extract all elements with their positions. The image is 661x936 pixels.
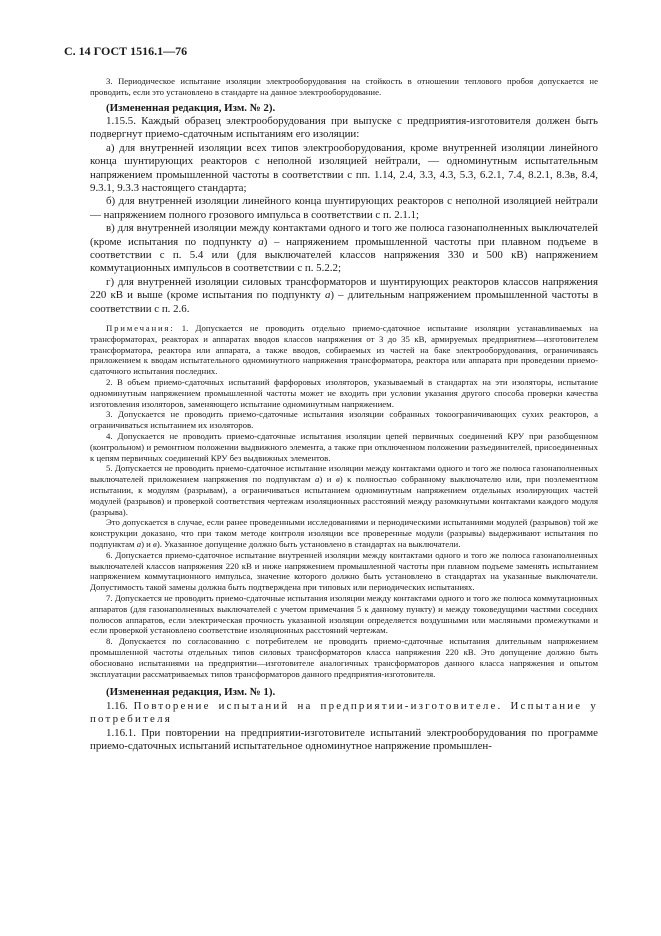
note-5-text-2: ) и: [319, 474, 336, 485]
item-g-italic: а: [324, 289, 331, 302]
note-5-italic-a: а: [315, 474, 320, 485]
note-5-continuation: [90, 517, 598, 549]
item-v: [90, 222, 598, 276]
item-b: б) для внутренней изоляции линейного конца шунтирующих реакторов с неполной изоляцией нейтрали — напряжением полного грозового импульса в соответствии с п. 2.1.1;: [90, 195, 598, 221]
top-note-block: [90, 76, 598, 98]
item-v-text-2: ) – напряжением промышленной частоты при плавном подъеме в соответствии с п. 5.4 или (для выключателей классов напряжения 330 и 500 кВ) напряжением коммутационных импульсов в соответствии с п. 5.2.2;: [90, 235, 598, 275]
note-2: 2. В объем приемо-сдаточных испытаний фарфоровых изоляторов, указываемый в стандартах на эти изоляторы, испытание одноминутным напряжением промышленной частоты может не входить при условии указания другого способа проверки качества изготовления изоляторов, заменяющего испытание одноминутным напряжением.: [90, 377, 598, 409]
note-5b-italic-v: в: [153, 539, 157, 550]
note-5b-italic-a: а: [136, 539, 142, 550]
document-body: [90, 76, 598, 753]
notes-block: [90, 323, 598, 679]
note-5: [90, 463, 598, 517]
note-1-text: 1. Допускается не проводить отдельно приемо-сдаточное испытание изоляции устанавливаемых на трансформаторах, реакторах и аппаратах вводов классов напряжения от 3 до 35 кВ, армируемых предприятием—изготовителем трансформатора, реактора или аппарата, а также вводов, собираемых из частей на баке электрооборудования, ограничиваясь приложением к вводам испытательного одноминутного напряжения трансформатора, реактора или аппарата при проведении приемо-сдаточного испытания последних.: [90, 323, 598, 377]
item-a: а) для внутренней изоляции всех типов электрооборудования, кроме внутренней изоляции линейного конца шунтирующих реакторов с неполной изоляцией нейтрали, — одноминутным испытательным напряжением промышленной частоты в соответствии с пп. 1.14, 2.4, 3.3, 4.3, 5.3, 6.2.1, 7.4, 8.2.1, 8.3в, 8.4, 9.3.1, 9.3.3 настоящего стандарта;: [90, 141, 598, 195]
note-3: 3. Допускается не проводить приемо-сдаточные испытания изоляции собранных токоограничивающих сухих реакторов, а ограничиваться испытанием их изоляторов.: [90, 409, 598, 431]
page-header: С. 14 ГОСТ 1516.1—76: [64, 44, 188, 58]
heading-1-16-title: Повторение испытаний на предприятии-изготовителе. Испытание у потребителя: [90, 699, 598, 726]
edit-note-1: (Измененная редакция, Изм. № 1).: [106, 686, 276, 699]
main-section-1155: [90, 102, 598, 317]
note-1: [90, 323, 598, 377]
note-5-text-1: 5. Допускается не проводить приемо-сдаточное испытание изоляции между контактами одного и того же полюса газонаполненных выключателей приложением напряжения по подпунктам: [90, 463, 598, 485]
note-5-text-3: ) к полностью собранному выключателю или, при поэлементном испытании, к модулям (разрывам), а ограничиваться испытанием одноминутным напряжением отдельных изолирующих частей модулей (разрывов) и проверкой соответствия чертежам изоляционных расстояний между разомкнутыми контактами каждого модуля (разрыва).: [90, 474, 598, 517]
item-g-text-2: ) – длительным напряжением промышленной частоты в соответствии с п. 2.6.: [90, 289, 598, 315]
note-5b-text-1: Это допускается в случае, если ранее проведенными исследованиями и периодическими испытаниями модулей (разрывов) той же конструкции доказано, что при таком методе контроля изоляции все проверенные модули (разрывы) выдерживают испытания по подпунктам: [90, 517, 598, 550]
top-note-paragraph: 3. Периодическое испытание изоляции электрооборудования на стойкость в отношении теплового пробоя допускается не проводить, если это установлено в стандарте на данное электрооборудование.: [90, 76, 598, 97]
edit-note-2: (Измененная редакция, Изм. № 2).: [106, 101, 276, 114]
note-8: 8. Допускается по согласованию с потребителем не проводить приемо-сдаточные испытания длительным напряжением промышленной частоты отдельных типов силовых трансформаторов класса напряжения 220 кВ. Это допущение должно быть обосновано испытаниями на предприятии—изготовителе аналогичных трансформаторов данного класса напряжения и опытом эксплуатации рассматриваемых типов трансформаторов данного предприятия-изготовителя.: [90, 636, 598, 679]
item-g: [90, 276, 598, 316]
note-6: 6. Допускается приемо-сдаточное испытание внутренней изоляции между контактами одного и того же полюса газонаполненных выключателей классов напряжения 220 кВ и ниже напряжением промышленной частоты при плавном подъеме заменять испытанием напряжением коммутационного импульса, значение которого должно быть установлено в стандартах на указанные выключатели. Допустимость такой замены должна быть подтверждена при типовых или периодических испытаниях.: [90, 549, 598, 593]
note-4: 4. Допускается не проводить приемо-сдаточные испытания изоляции цепей первичных соединений КРУ при разобщенном (контрольном) и ремонтном положении выдвижного элемента, а также при отключенном положении разъединителей, присоединенных к цепям первичных соединений КРУ без выдвижных элементов.: [90, 431, 598, 463]
note-5-italic-v: в: [335, 474, 340, 485]
note-5b-text-3: ). Указанное допущение должно быть установлено в стандартах на выключатели.: [156, 539, 461, 550]
item-v-italic: а: [258, 235, 264, 248]
item-v-text-1: в) для внутренней изоляции между контактами одного и того же полюса газонаполненных выключателей (кроме испытания по подпункту: [90, 222, 598, 248]
section-116: [90, 686, 598, 753]
notes-label: Примечания:: [106, 323, 175, 334]
note-7: 7. Допускается не проводить приемо-сдаточные испытания изоляции между контактами одного и того же полюса коммутационных аппаратов (для газонаполненных выключателей с учетом примечания 5 к данному пункту) и между токоведущими частями соседних полюсов аппаратов, если электрическая прочность указанной изоляции определяется воздушными или масляными промежутками и если проверкой установлено соответствие изоляционных расстояний чертежам.: [90, 593, 598, 636]
paragraph-1-15-5: 1.15.5. Каждый образец электрооборудования при выпуске с предприятия-изготовителя должен быть подвергнут приемо-сдаточным испытаниям его изоляции:: [90, 115, 598, 141]
note-5b-text-2: ) и: [141, 539, 154, 550]
item-g-text-1: г) для внутренней изоляции силовых трансформаторов и шунтирующих реакторов классов напряжения 220 кВ и выше (кроме испытания по подпункту: [90, 275, 598, 302]
heading-1-16: [90, 700, 598, 727]
paragraph-1-16-1: 1.16.1. При повторении на предприятии-изготовителе испытаний электрооборудования по программе приемо-сдаточных испытаний испытательное одноминутное напряжение промышлен-: [90, 726, 598, 753]
heading-1-16-number: 1.16.: [106, 699, 134, 712]
